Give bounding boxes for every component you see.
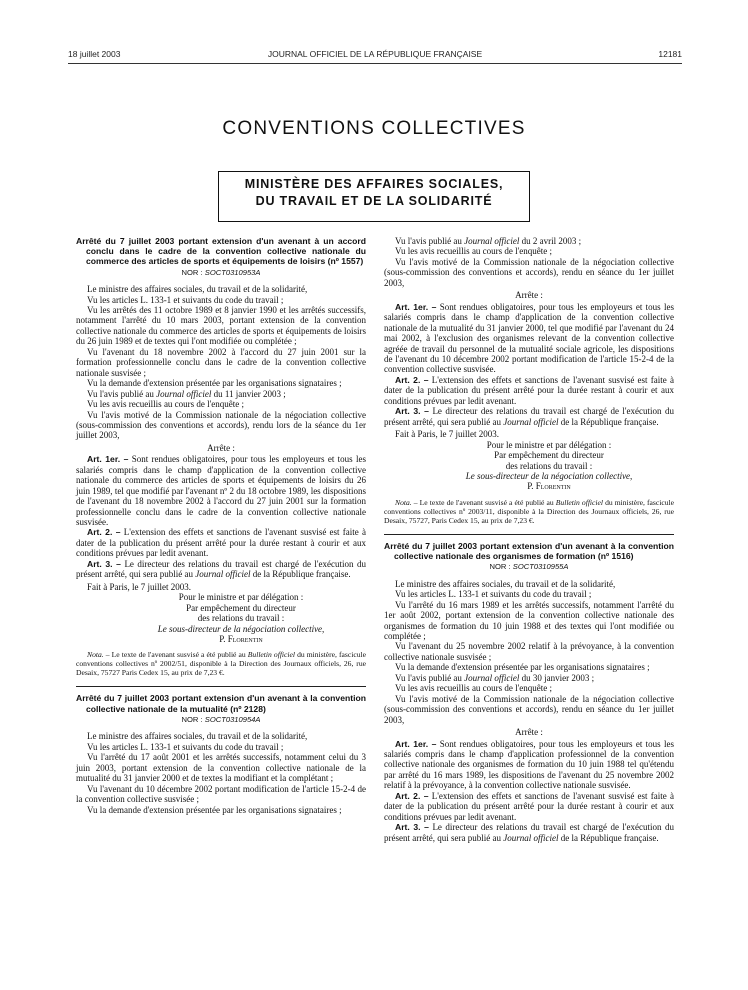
avis-text: du 2 avril 2003 ; (519, 236, 582, 246)
arrete-1-sign-line (76, 624, 366, 634)
arrete-2-sign-line (384, 471, 674, 481)
article-text: L'extension des effets et sanctions de l'avenant susvisé est faite à dater de la publication du présent arrêté pour la durée restant à courir et aux conditions prévues par ledit avenant. (76, 527, 366, 559)
article-label: Art. 3. – (87, 558, 121, 569)
arrete-2-nor (76, 715, 366, 725)
arrete-1-fait: Fait à Paris, le 7 juillet 2003. (87, 581, 191, 592)
arrete-2-para: Vu la demande d'extension présentée par les organisations signataires ; (87, 804, 342, 815)
article-label: Art. 1er. – (395, 738, 437, 749)
article-text: Sont rendues obligatoires, pour tous les employeurs et tous les salariés compris dans le champ d'application de la convention collective nationale de la mutualité du 31 janvier 2000, tel que modifié par l'avenant du 24 mai 2002, à l'exclusion des organismes relevant de la convention collective agréée de travail du personnel de la mutualité sociale agricole, les dispositions de l'avenant du 10 décembre 2002 portant modification de l'article 15-2-4 de la convention collective susvisée. (384, 301, 675, 375)
nor-label: NOR : (489, 562, 511, 572)
article-text: de la République française. (558, 416, 659, 427)
arrete-1-note (76, 650, 366, 677)
arrete-1-article-1 (76, 454, 366, 527)
arrete-2-para: Vu l'arrêté du 17 août 2001 et les arrêtés successifs, notamment celui du 3 juin 2003, portant extension de la convention collective nationale de la mutualité du 31 janvier 2000 et de textes la modifiant et la complétant ; (76, 752, 366, 784)
article-label: Art. 2. – (395, 790, 429, 801)
arrete-2-para: Vu les articles L. 133-1 et suivants du code du travail ; (87, 741, 284, 752)
ministry-line-2: DU TRAVAIL ET DE LA SOLIDARITÉ (255, 194, 493, 208)
article-text: Le directeur des relations du travail est chargé de l'exécution du présent arrêté, qui sera publié au (76, 558, 366, 580)
arrete-1-para: Vu l'avenant du 18 novembre 2002 à l'accord du 27 juin 2001 sur la formation professionnelle conclu dans le cadre de la convention collective nationale susvisée ; (76, 346, 366, 378)
left-column (76, 236, 366, 815)
bulletin-officiel-ref: Bulletin officiel (555, 497, 603, 507)
section-title: CONVENTIONS COLLECTIVES (222, 118, 526, 139)
arrete-3-para: Vu la demande d'extension présentée par les organisations signataires ; (395, 662, 650, 673)
arrete-1-arrete-word: Arrête : (207, 442, 235, 453)
avis-text: Vu l'avis publié au (87, 388, 157, 399)
ministry-line-1: MINISTÈRE DES AFFAIRES SOCIALES, (244, 177, 504, 191)
avis-text: Vu l'avis publié au (395, 236, 465, 246)
nor-label: NOR : (181, 714, 203, 724)
signatory-name: P. Florentin (219, 634, 263, 645)
avis-text: Vu l'avis publié au (395, 672, 465, 683)
arrete-3-article-1 (384, 739, 674, 791)
separator-rule (384, 534, 674, 535)
article-text: de la République française. (558, 832, 659, 843)
arrete-1-para: Vu les avis recueillis au cours de l'enquête ; (87, 399, 245, 410)
note-text: – Le texte de l'avenant susvisé a été publié au (103, 650, 248, 660)
article-text: Le directeur des relations du travail est chargé de l'exécution du présent arrêté, qui sera publié au (384, 822, 674, 843)
signatory-title: Le sous-directeur de la négociation collective, (157, 623, 325, 634)
journal-officiel-ref: Journal officiel (503, 416, 559, 427)
journal-officiel-ref: Journal officiel (503, 832, 559, 843)
arrete-2-article-3 (384, 406, 674, 427)
article-label: Art. 2. – (395, 374, 429, 385)
arrete-1-article-2 (76, 527, 366, 558)
article-label: Art. 3. – (395, 822, 429, 833)
running-header (68, 49, 682, 63)
bulletin-officiel-ref: Bulletin officiel (247, 650, 295, 660)
article-label: Art. 2. – (87, 527, 121, 538)
journal-officiel-ref: Journal officiel (464, 672, 520, 683)
arrete-1-sign-line: Pour le ministre et par délégation : (178, 592, 304, 603)
arrete-3-para: Vu l'arrêté du 16 mars 1989 et les arrêtés successifs, notamment l'arrêté du 1er août 2002, portant extension de la convention collective nationale des organismes de formation du 10 juin 1988 et des textes qui l'ont modifiée ou complétée ; (384, 599, 674, 641)
arrete-1-para: Vu la demande d'extension présentée par les organisations signataires ; (87, 378, 342, 389)
article-label: Art. 1er. – (395, 301, 437, 312)
arrete-2-signatory (384, 481, 674, 491)
arrete-2-fait: Fait à Paris, le 7 juillet 2003. (395, 429, 499, 440)
arrete-2-avis (384, 236, 674, 246)
arrete-2-sign-line: des relations du travail : (505, 460, 593, 471)
arrete-3-article-2 (384, 791, 674, 822)
arrete-3-para: Vu l'avenant du 25 novembre 2002 relatif à la prévoyance, à la convention collective nationale susvisée ; (384, 641, 674, 662)
arrete-3-title: Arrêté du 7 juillet 2003 portant extension d'un avenant à la convention collective nationale des organismes de formation (nº 1516) (384, 540, 674, 562)
note-text: du ministère, fascicule conventions collectives nº 2003/11, disponible à la Direction des Journaux officiels, 26, rue Desaix, 75727, Paris Cedex 15, au prix de 7,23 €. (384, 497, 674, 525)
header-journal-title: JOURNAL OFFICIEL DE LA RÉPUBLIQUE FRANÇAISE (267, 49, 483, 59)
article-text: Le directeur des relations du travail est chargé de l'exécution du présent arrêté, qui sera publié au (384, 406, 674, 427)
arrete-1-para: Le ministre des affaires sociales, du travail et de la solidarité, (87, 284, 308, 295)
arrete-2-para: Vu les avis recueillis au cours de l'enquête ; (395, 246, 553, 257)
article-text: de la République française. (250, 569, 351, 580)
arrete-2-arrete-word: Arrête : (515, 290, 543, 301)
arrete-2-sign-line: Par empêchement du directeur (494, 450, 604, 461)
arrete-1-signatory (76, 634, 366, 644)
arrete-1-para: Vu les arrêtés des 11 octobre 1989 et 8 janvier 1990 et les arrêtés successifs, notamment l'arrêté du 10 mars 2003, portant extension de la convention collective nationale du commerce des articles de sports et équipements de loisirs du 26 juin 1989 et de textes qui l'ont modifiée ou complétée ; (76, 304, 366, 347)
avis-text: du 30 janvier 2003 ; (519, 672, 595, 683)
arrete-1-nor (76, 268, 366, 278)
arrete-1-title: Arrêté du 7 juillet 2003 portant extension d'un avenant à un accord conclu dans le cadre de la convention collective nationale du commerce des articles de sports et équipements de loisirs (nº 1557) (76, 236, 366, 267)
header-rule (68, 63, 682, 64)
arrete-2-article-1 (384, 302, 674, 375)
nor-label: NOR : (181, 267, 203, 277)
arrete-1-para: Vu les articles L. 133-1 et suivants du code du travail ; (87, 294, 284, 305)
arrete-2-para: Le ministre des affaires sociales, du travail et de la solidarité, (87, 731, 308, 742)
arrete-1-sign-line: des relations du travail : (197, 613, 285, 624)
arrete-3-article-3 (384, 822, 674, 843)
arrete-3-para: Le ministre des affaires sociales, du travail et de la solidarité, (395, 578, 616, 589)
signatory-name: P. Florentin (527, 481, 571, 492)
arrete-3-para: Vu l'avis motivé de la Commission nationale de la négociation collective (sous-commission des conventions et accords), rendu en séance du 1er juillet 2003, (384, 693, 674, 725)
arrete-1-para: Vu l'avis motivé de la Commission nationale de la négociation collective (sous-commission des conventions et accords), rendu lors de la séance du 1er juillet 2003, (76, 409, 366, 441)
signatory-title: Le sous-directeur de la négociation collective, (465, 470, 633, 481)
nor-code: SOCT0310953A (204, 267, 261, 277)
avis-text: du 11 janvier 2003 ; (211, 388, 286, 399)
journal-officiel-ref: Journal officiel (195, 569, 251, 580)
arrete-2-article-2 (384, 375, 674, 406)
note-text: – Le texte de l'avenant susvisé a été publié au (411, 497, 556, 507)
header-date: 18 juillet 2003 (68, 49, 121, 59)
arrete-2-note (384, 498, 674, 525)
right-column (384, 236, 674, 843)
arrete-3-para: Vu les articles L. 133-1 et suivants du code du travail ; (395, 589, 592, 600)
article-text: Sont rendues obligatoires, pour tous les employeurs et tous les salariés compris dans le champ d'application de la convention collective nationale du commerce des articles de sports et équipements de loisirs du 26 juin 1989, tel que modifié par l'avenant nº 2 du 18 octobre 1989, les dispositions de l'avenant du 18 novembre 2002 à l'accord du 27 juin 2001 sur la formation professionnelle conclu dans le cadre de la convention collective nationale susvisée. (76, 454, 367, 528)
arrete-1-sign-line: Par empêchement du directeur (186, 602, 296, 613)
article-text: Sont rendues obligatoires, pour tous les employeurs et tous les salariés compris dans le champ d'application professionnel de la convention collective nationale des organismes de formation du 10 juin 1988 tel qu'étendu par arrêté du 16 mars 1989, les dispositions de l'avenant du 25 novembre 2002 relatif à la prévoyance, à la convention collective nationale susvisée. (384, 738, 675, 791)
article-label: Art. 1er. – (87, 454, 129, 465)
journal-officiel-ref: Journal officiel (464, 236, 520, 246)
note-text: du ministère, fascicule conventions collectives nº 2002/51, disponible à la Direction des Journaux officiels, 26, rue Desaix, 75727 Paris Cedex 15, au prix de 7,23 €. (76, 650, 366, 678)
nor-code: SOCT0310954A (204, 714, 261, 724)
ministry-box (218, 171, 530, 222)
journal-officiel-ref: Journal officiel (156, 388, 212, 399)
header-page-number: 12181 (658, 49, 682, 59)
arrete-2-para: Vu l'avenant du 10 décembre 2002 portant modification de l'article 15-2-4 de la convention collective susvisée ; (76, 783, 366, 805)
arrete-1-avis (76, 389, 366, 399)
nor-code: SOCT0310955A (512, 562, 569, 572)
article-label: Art. 3. – (395, 406, 429, 417)
article-text: L'extension des effets et sanctions de l'avenant susvisé est faite à dater de la publication du présent arrêté pour la durée restant à courir et aux conditions prévues par ledit avenant. (384, 790, 674, 822)
arrete-2-title: Arrêté du 7 juillet 2003 portant extension d'un avenant à la convention collective nationale de la mutualité (nº 2128) (76, 693, 366, 714)
arrete-2-para: Vu l'avis motivé de la Commission nationale de la négociation collective (sous-commission des conventions et accords), rendu en séance du 1er juillet 2003, (384, 256, 674, 288)
note-label: Nota. (87, 650, 104, 660)
arrete-2-sign-line: Pour le ministre et par délégation : (486, 439, 612, 450)
arrete-3-arrete-word: Arrête : (515, 727, 543, 738)
arrete-3-para: Vu les avis recueillis au cours de l'enquête ; (395, 683, 553, 694)
note-label: Nota. (395, 497, 412, 507)
arrete-3-nor (384, 562, 674, 572)
article-text: L'extension des effets et sanctions de l'avenant susvisé est faite à dater de la publication du présent arrêté pour la durée restant à courir et aux conditions prévues par ledit avenant. (384, 374, 674, 406)
arrete-1-article-3 (76, 559, 366, 580)
separator-rule (76, 686, 366, 687)
arrete-3-avis (384, 673, 674, 683)
